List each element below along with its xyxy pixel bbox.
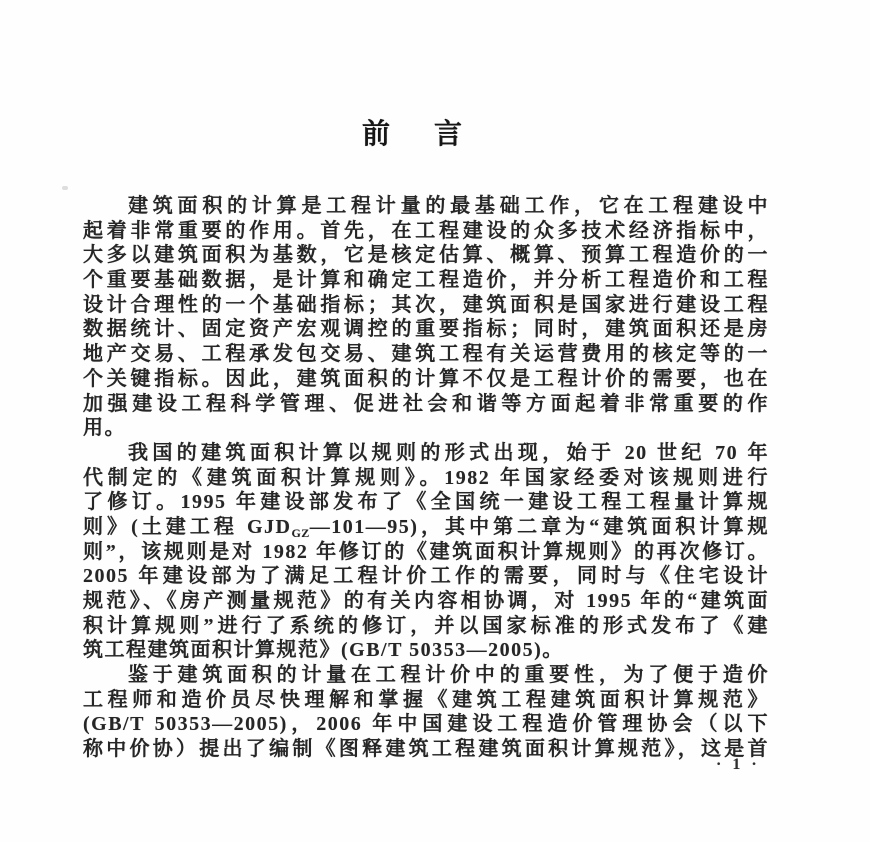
subscript-text: GZ [291,525,310,540]
text-line: 了修订。1995 年建设部发布了《全国统一建设工程工程量计算规 [83,491,769,514]
page-title [69,112,755,152]
text-line: 鉴于建筑面积的计量在工程计价中的重要性，为了便于造价 [128,664,769,687]
text-line: 设计合理性的一个基础指标；其次，建筑面积是国家进行建设工程 [83,293,769,316]
text-line: 用。 [83,417,126,440]
text-line: 建筑面积的计算是工程计量的最基础工作，它在工程建设中 [128,195,769,217]
text-line: 则》(土建工程 $GJD_{GZ}—101—95$)，其中第二章为“建筑面积计算规 [83,515,769,540]
text-line: 规范》、《房产测量规范》的有关内容相协调，对 1995 年的“建筑面 [83,590,769,612]
paragraph [83,194,769,441]
text-line: (GB/T 50353—2005)，2006 年中国建设工程造价管理协会（以下 [83,713,769,736]
text-line: 工程师和造价员尽快理解和掌握《建筑工程建筑面积计算规范》 [83,688,769,711]
text-line: 地产交易、工程承发包交易、建筑工程有关运营费用的核定等的一 [83,343,769,366]
text-line: 我国的建筑面积计算以规则的形式出现，始于 20 世纪 70 年 [128,441,769,464]
page-title-char-2: 言 [434,118,463,149]
text-line: 大多以建筑面积为基数，它是核定估算、概算、预算工程造价的一 [83,244,769,267]
text-line: 数据统计、固定资产宏观调控的重要指标；同时，建筑面积还是房 [83,318,769,341]
text-line: 称中价协）提出了编制《图释建筑工程建筑面积计算规范》，这是首 [83,738,769,761]
text-line: 积计算规则”进行了系统的修订，并以国家标准的形式发布了《建 [83,614,769,637]
text-line: 个关键指标。因此，建筑面积的计算不仅是工程计价的需要，也在 [83,367,769,390]
paragraph [83,663,769,762]
text-line: 筑工程建筑面积计算规范》(GB/T 50353—2005)。 [83,639,564,662]
paragraph [83,441,769,663]
body-text [83,194,769,762]
page-title-char-1: 前 [361,118,390,149]
text-line: 2005 年建设部为了满足工程计价工作的需要，同时与《住宅设计 [83,565,769,588]
text-line: 则”，该规则是对 1982 年修订的《建筑面积计算规则》的再次修订。 [83,540,769,563]
text-line: 代制定的《建筑面积计算规则》。1982 年国家经委对该规则进行 [83,466,769,489]
text-line: 个重要基础数据，是计算和确定工程造价，并分析工程造价和工程 [83,269,769,292]
page-number: ·1· [716,756,768,773]
scan-speck [62,186,68,190]
text-line: 加强建设工程科学管理、促进社会和谐等方面起着非常重要的作 [83,392,769,415]
text-line: 起着非常重要的作用。首先，在工程建设的众多技术经济指标中， [83,219,769,242]
